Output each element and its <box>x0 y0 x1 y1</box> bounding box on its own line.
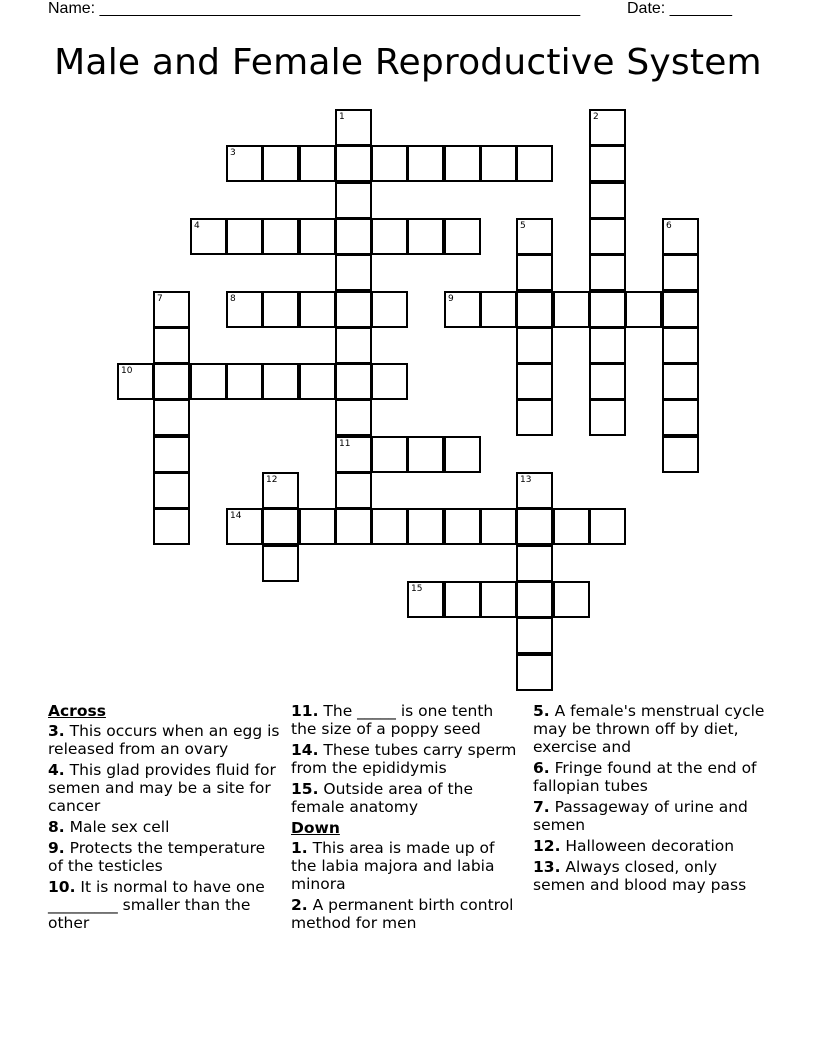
crossword-cell[interactable] <box>371 436 408 473</box>
date-field-label[interactable]: Date: _______ <box>627 0 732 17</box>
clue-across-4: 4. This glad provides fluid for semen and may be a site for cancer <box>48 761 276 815</box>
crossword-cell[interactable] <box>153 399 190 436</box>
crossword-cell[interactable] <box>335 436 372 473</box>
crossword-cell[interactable] <box>153 436 190 473</box>
crossword-cell[interactable] <box>589 254 626 291</box>
crossword-cell[interactable] <box>662 254 699 291</box>
crossword-cell[interactable] <box>516 472 553 509</box>
across-heading: Across <box>48 702 106 720</box>
cell-number: 10 <box>121 366 133 376</box>
crossword-cell[interactable] <box>444 218 481 255</box>
crossword-cell[interactable] <box>299 218 336 255</box>
clues-column-2 <box>291 702 521 935</box>
clue-across-9: 9. Protects the temperature of the testicles <box>48 839 266 875</box>
cell-number: 11 <box>339 439 351 449</box>
crossword-cell[interactable] <box>516 291 553 328</box>
crossword-cell[interactable] <box>335 363 372 400</box>
crossword-cell[interactable] <box>589 145 626 182</box>
crossword-cell[interactable] <box>153 327 190 364</box>
crossword-cell[interactable] <box>516 254 553 291</box>
clue-down-13: 13. Always closed, only semen and blood may pass <box>533 858 747 894</box>
crossword-cell[interactable] <box>662 399 699 436</box>
name-field-label[interactable]: Name: ______________________________________________________ <box>48 0 581 17</box>
crossword-cell[interactable] <box>480 145 517 182</box>
crossword-cell[interactable] <box>516 399 553 436</box>
clue-down-2: 2. A permanent birth control method for men <box>291 896 514 932</box>
clue-down-5: 5. A female's menstrual cycle may be thrown off by diet, exercise and <box>533 702 765 756</box>
clue-down-6: 6. Fringe found at the end of fallopian tubes <box>533 759 757 795</box>
crossword-cell[interactable] <box>625 291 662 328</box>
crossword-cell[interactable] <box>371 508 408 545</box>
crossword-cell[interactable] <box>407 436 444 473</box>
crossword-cell[interactable] <box>662 218 699 255</box>
crossword-cell[interactable] <box>335 145 372 182</box>
crossword-cell[interactable] <box>262 545 299 582</box>
crossword-cell[interactable] <box>516 363 553 400</box>
crossword-cell[interactable] <box>190 363 227 400</box>
crossword-cell[interactable] <box>516 617 553 654</box>
crossword-cell[interactable] <box>335 472 372 509</box>
clue-across-11: 11. The _____ is one tenth the size of a poppy seed <box>291 702 494 738</box>
crossword-cell[interactable] <box>117 363 154 400</box>
cell-number: 2 <box>593 112 599 122</box>
crossword-cell[interactable] <box>153 291 190 328</box>
crossword-cell[interactable] <box>516 218 553 255</box>
crossword-cell[interactable] <box>335 291 372 328</box>
cell-number: 3 <box>230 148 236 158</box>
clues-column-1 <box>48 702 284 935</box>
crossword-cell[interactable] <box>262 291 299 328</box>
cell-number: 1 <box>339 112 345 122</box>
crossword-cell[interactable] <box>190 218 227 255</box>
crossword-cell[interactable] <box>589 363 626 400</box>
crossword-cell[interactable] <box>407 145 444 182</box>
cell-number: 9 <box>448 294 454 304</box>
crossword-cell[interactable] <box>335 182 372 219</box>
crossword-cell[interactable] <box>153 363 190 400</box>
crossword-cell[interactable] <box>516 545 553 582</box>
crossword-cell[interactable] <box>335 327 372 364</box>
cell-number: 8 <box>230 294 236 304</box>
crossword-cell[interactable] <box>335 254 372 291</box>
crossword-cell[interactable] <box>299 363 336 400</box>
crossword-cell[interactable] <box>662 291 699 328</box>
clue-down-7: 7. Passageway of urine and semen <box>533 798 748 834</box>
crossword-cell[interactable] <box>335 508 372 545</box>
crossword-cell[interactable] <box>444 145 481 182</box>
crossword-cell[interactable] <box>444 508 481 545</box>
crossword-cell[interactable] <box>371 145 408 182</box>
crossword-cell[interactable] <box>153 472 190 509</box>
crossword-cell[interactable] <box>480 508 517 545</box>
crossword-cell[interactable] <box>516 145 553 182</box>
crossword-cell[interactable] <box>407 218 444 255</box>
cell-number: 15 <box>411 584 423 594</box>
crossword-cell[interactable] <box>662 436 699 473</box>
clue-across-10: 10. It is normal to have one _________ smaller than the other <box>48 878 265 932</box>
crossword-cell[interactable] <box>299 145 336 182</box>
crossword-cell[interactable] <box>226 291 263 328</box>
crossword-cell[interactable] <box>553 291 590 328</box>
cell-number: 6 <box>666 221 672 231</box>
crossword-cell[interactable] <box>407 581 444 618</box>
crossword-cell[interactable] <box>553 508 590 545</box>
clue-down-1: 1. This area is made up of the labia majora and labia minora <box>291 839 495 893</box>
cell-number: 5 <box>520 221 526 231</box>
crossword-cell[interactable] <box>589 218 626 255</box>
crossword-cell[interactable] <box>262 472 299 509</box>
crossword-cell[interactable] <box>153 508 190 545</box>
page-title: Male and Female Reproductive System <box>54 42 762 83</box>
clue-across-14: 14. These tubes carry sperm from the epididymis <box>291 741 517 777</box>
crossword-cell[interactable] <box>335 399 372 436</box>
crossword-cell[interactable] <box>299 291 336 328</box>
crossword-cell[interactable] <box>516 654 553 691</box>
crossword-cell[interactable] <box>662 363 699 400</box>
down-heading: Down <box>291 819 340 837</box>
crossword-cell[interactable] <box>589 399 626 436</box>
crossword-cell[interactable] <box>516 581 553 618</box>
crossword-cell[interactable] <box>444 581 481 618</box>
crossword-cell[interactable] <box>407 508 444 545</box>
crossword-cell[interactable] <box>335 218 372 255</box>
crossword-cell[interactable] <box>589 109 626 146</box>
clue-across-15: 15. Outside area of the female anatomy <box>291 780 473 816</box>
crossword-cell[interactable] <box>262 363 299 400</box>
crossword-cell[interactable] <box>262 508 299 545</box>
clue-across-8: 8. Male sex cell <box>48 818 170 836</box>
cell-number: 13 <box>520 475 532 485</box>
crossword-cell[interactable] <box>553 581 590 618</box>
crossword-cell[interactable] <box>262 145 299 182</box>
clues-column-3 <box>533 702 769 897</box>
crossword-cell[interactable] <box>299 508 336 545</box>
clue-across-3: 3. This occurs when an egg is released from an ovary <box>48 722 280 758</box>
crossword-cell[interactable] <box>480 581 517 618</box>
crossword-cell[interactable] <box>589 182 626 219</box>
crossword-cell[interactable] <box>589 291 626 328</box>
crossword-cell[interactable] <box>480 291 517 328</box>
cell-number: 12 <box>266 475 278 485</box>
crossword-cell[interactable] <box>589 508 626 545</box>
crossword-cell[interactable] <box>371 218 408 255</box>
crossword-cell[interactable] <box>226 145 263 182</box>
crossword-cell[interactable] <box>589 327 626 364</box>
crossword-cell[interactable] <box>516 327 553 364</box>
crossword-cell[interactable] <box>444 291 481 328</box>
cell-number: 4 <box>194 221 200 231</box>
crossword-cell[interactable] <box>226 363 263 400</box>
crossword-cell[interactable] <box>371 291 408 328</box>
crossword-cell[interactable] <box>226 508 263 545</box>
crossword-cell[interactable] <box>444 436 481 473</box>
crossword-cell[interactable] <box>262 218 299 255</box>
cell-number: 14 <box>230 511 242 521</box>
crossword-cell[interactable] <box>516 508 553 545</box>
crossword-cell[interactable] <box>226 218 263 255</box>
cell-number: 7 <box>157 294 163 304</box>
clue-down-12: 12. Halloween decoration <box>533 837 735 855</box>
crossword-cell[interactable] <box>662 327 699 364</box>
crossword-cell[interactable] <box>371 363 408 400</box>
crossword-cell[interactable] <box>335 109 372 146</box>
